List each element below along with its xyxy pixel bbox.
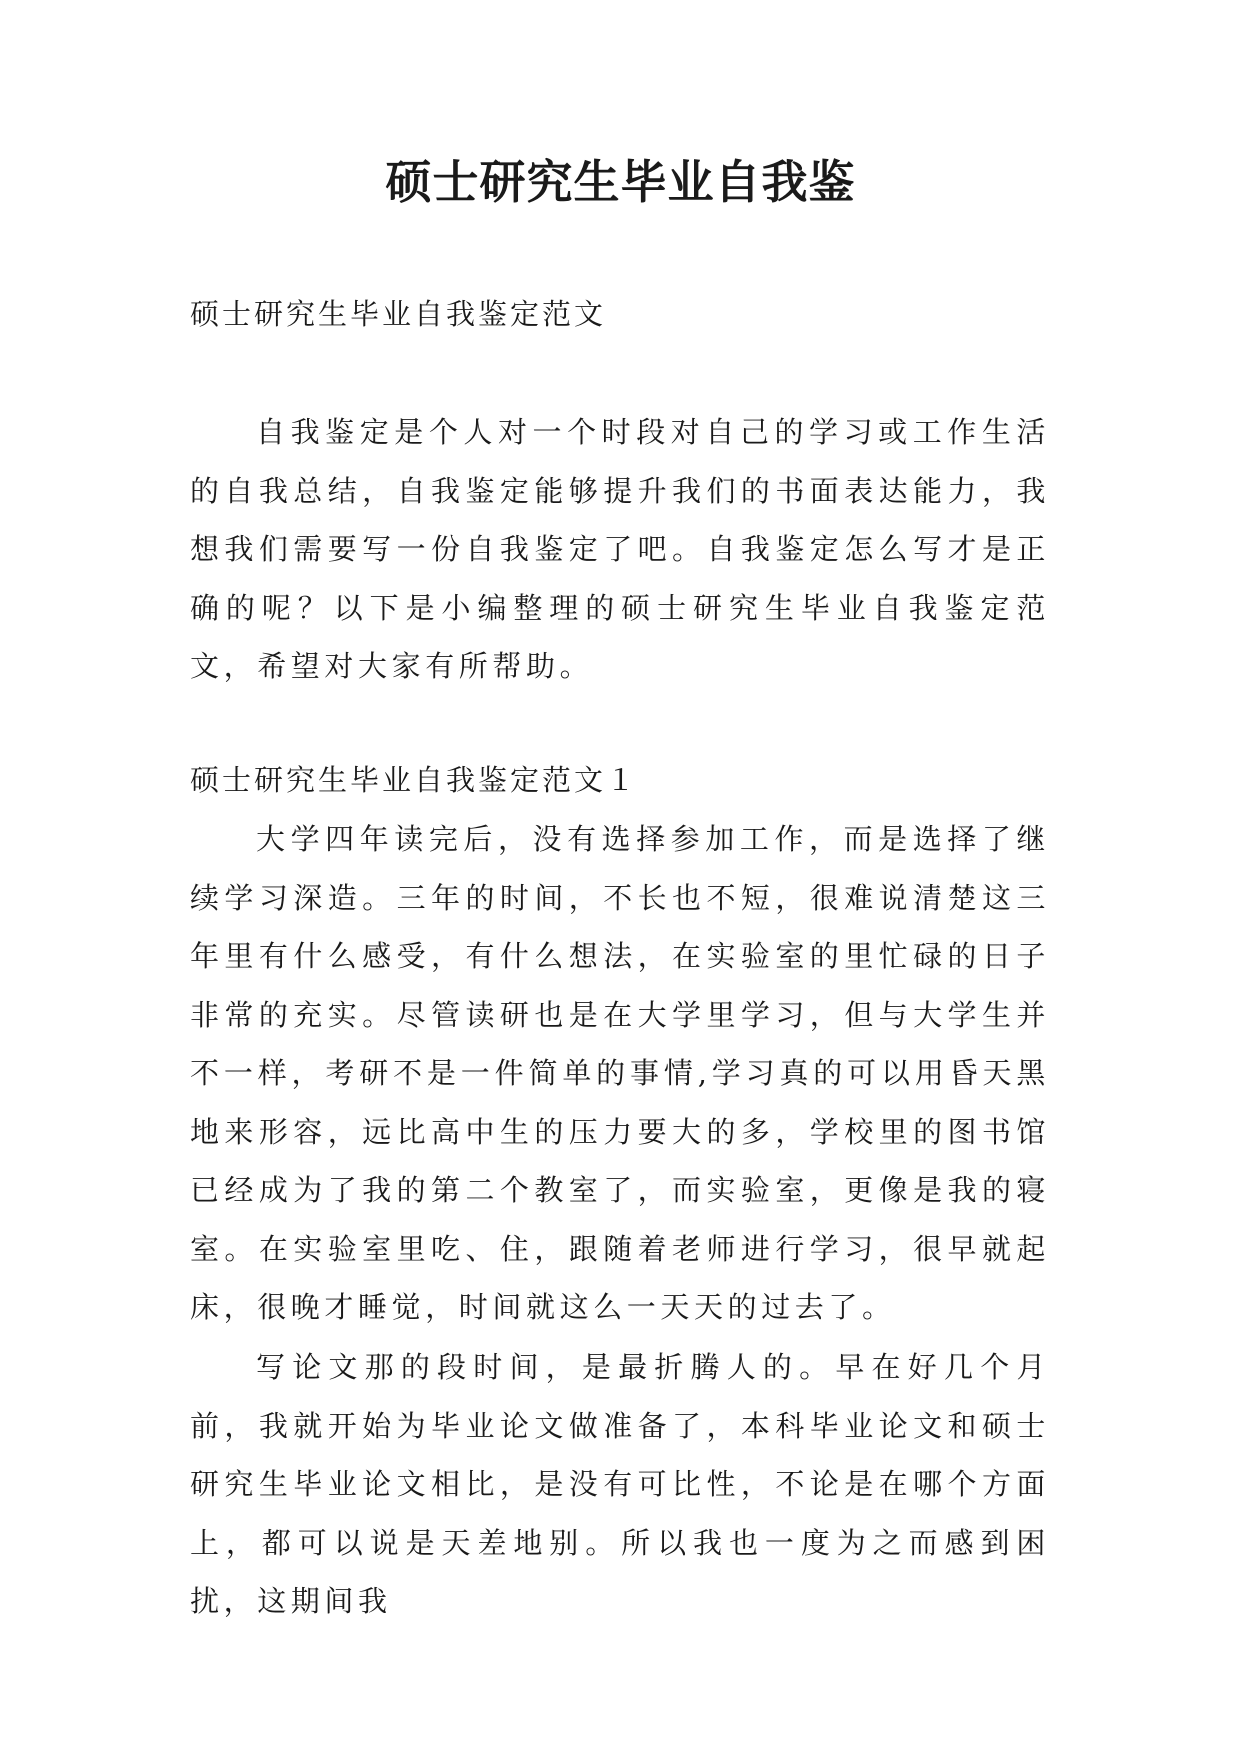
intro-paragraph: 自我鉴定是个人对一个时段对自己的学习或工作生活的自我总结，自我鉴定能够提升我们的书面表达能力，我想我们需要写一份自我鉴定了吧。自我鉴定怎么写才是正确的呢？以下是小编整理的硕士研究生毕业自我鉴定范文，希望对大家有所帮助。 [190, 415, 1050, 683]
document-subtitle: 硕士研究生毕业自我鉴定范文 [190, 297, 607, 331]
body-paragraph: 写论文那的段时间，是最折腾人的。早在好几个月前，我就开始为毕业论文做准备了，本科毕业论文和硕士研究生毕业论文相比，是没有可比性，不论是在哪个方面上，都可以说是天差地别。所以我也一度为之而感到困扰，这期间我 [190, 1350, 1050, 1618]
body-paragraph: 大学四年读完后，没有选择参加工作，而是选择了继续学习深造。三年的时间，不长也不短，很难说清楚这三年里有什么感受，有什么想法，在实验室的里忙碌的日子非常的充实。尽管读研也是在大学里学习，但与大学生并不一样，考研不是一件简单的事情,学习真的可以用昏天黑地来形容，远比高中生的压力要大的多，学校里的图书馆已经成为了我的第二个教室了，而实验室，更像是我的寝室。在实验室里吃、住，跟随着老师进行学习，很早就起床，很晚才睡觉，时间就这么一天天的过去了。 [190, 822, 1050, 1324]
document-title: 硕士研究生毕业自我鉴 [385, 155, 856, 209]
section-heading: 硕士研究生毕业自我鉴定范文１ [190, 763, 639, 797]
